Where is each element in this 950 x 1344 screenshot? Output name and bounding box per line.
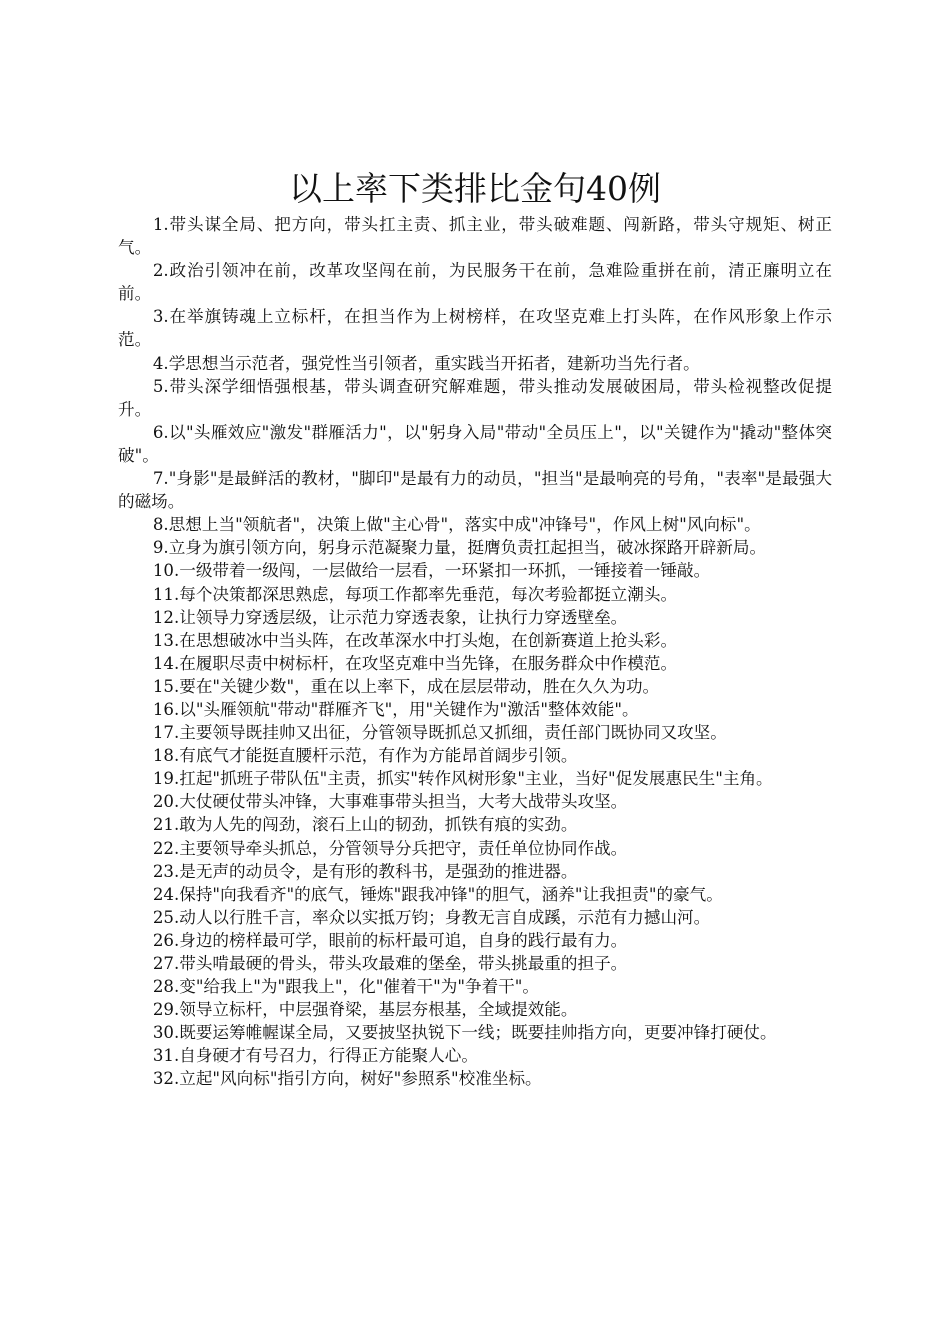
list-item: 29.领导立标杆，中层强脊梁，基层夯根基，全域提效能。 bbox=[152, 1000, 578, 1020]
list-item: 5.带头深学细悟强根基，带头调查研究解难题，带头推动发展破困局，带头检视整改促提升。 bbox=[118, 376, 832, 419]
list-item: 26.身边的榜样最可学，眼前的标杆最可追，自身的践行最有力。 bbox=[152, 930, 628, 950]
list-item: 23.是无声的动员令，是有形的教科书，是强劲的推进器。 bbox=[152, 861, 578, 881]
list-item: 3.在举旗铸魂上立标杆，在担当作为上树榜样，在攻坚克难上打头阵，在作风形象上作示范。 bbox=[118, 307, 832, 350]
list-item: 24.保持"向我看齐"的底气，锤炼"跟我冲锋"的胆气，涵养"让我担责"的豪气。 bbox=[152, 884, 723, 904]
list-item: 27.带头啃最硬的骨头，带头攻最难的堡垒，带头挑最重的担子。 bbox=[152, 954, 628, 973]
list-item: 15.要在"关键少数"，重在以上率下，成在层层带动，胜在久久为功。 bbox=[152, 676, 660, 696]
list-item: 30.既要运筹帷幄谋全局，又要披坚执锐下一线；既要挂帅指方向，更要冲锋打硬仗。 bbox=[152, 1023, 777, 1043]
list-item: 20.大仗硬仗带头冲锋，大事难事带头担当，大考大战带头攻坚。 bbox=[152, 792, 628, 812]
list-item: 32.立起"风向标"指引方向，树好"参照系"校准坐标。 bbox=[152, 1069, 542, 1089]
list-item: 6.以"头雁效应"激发"群雁活力"，以"躬身入局"带动"全员压上"，以"关键作为"撬动"整体突破"。 bbox=[118, 422, 832, 465]
list-item: 7."身影"是最鲜活的教材，"脚印"是最有力的动员，"担当"是最响亮的号角，"表率"是最强大的磁场。 bbox=[118, 469, 832, 512]
list-item: 17.主要领导既挂帅又出征，分管领导既抓总又抓细，责任部门既协同又攻坚。 bbox=[152, 723, 727, 743]
list-item: 12.让领导力穿透层级，让示范力穿透表象，让执行力穿透壁垒。 bbox=[152, 607, 628, 627]
list-item: 1.带头谋全局、把方向，带头扛主责、抓主业，带头破难题、闯新路，带头守规矩、树正气。 bbox=[118, 215, 832, 258]
list-item: 14.在履职尽责中树标杆，在攻坚克难中当先锋，在服务群众中作模范。 bbox=[152, 653, 678, 673]
list-item: 9.立身为旗引领方向，躬身示范凝聚力量，挺膺负责扛起担当，破冰探路开辟新局。 bbox=[152, 538, 767, 558]
list-item: 22.主要领导牵头抓总，分管领导分兵把守，责任单位协同作战。 bbox=[152, 838, 628, 858]
list-item: 21.敢为人先的闯劲，滚石上山的韧劲，抓铁有痕的实劲。 bbox=[152, 815, 578, 835]
list-item: 25.动人以行胜千言，率众以实抵万钧；身教无言自成蹊，示范有力撼山河。 bbox=[152, 907, 711, 927]
list-item: 18.有底气才能挺直腰杆示范，有作为方能昂首阔步引领。 bbox=[152, 746, 578, 766]
list-item: 16.以"头雁领航"带动"群雁齐飞"，用"关键作为"激活"整体效能"。 bbox=[152, 699, 639, 719]
list-item: 10.一级带着一级闯，一层做给一层看，一环紧扣一环抓，一锤接着一锤敲。 bbox=[152, 561, 711, 581]
list-item: 13.在思想破冰中当头阵，在改革深水中打头炮，在创新赛道上抢头彩。 bbox=[152, 630, 678, 650]
list-item: 19.扛起"抓班子带队伍"主责，抓实"转作风树形象"主业，当好"促发展惠民生"主角。 bbox=[152, 769, 773, 789]
list-item: 31.自身硬才有号召力，行得正方能聚人心。 bbox=[152, 1046, 478, 1066]
sentence-list bbox=[118, 213, 832, 1091]
list-item: 4.学思想当示范者，强党性当引领者，重实践当开拓者，建新功当先行者。 bbox=[152, 353, 700, 373]
list-item: 8.思想上当"领航者"，决策上做"主心骨"，落实中成"冲锋号"，作风上树"风向标"。 bbox=[152, 515, 761, 535]
list-item: 11.每个决策都深思熟虑，每项工作都率先垂范，每次考验都挺立潮头。 bbox=[152, 584, 678, 604]
list-item: 28.变"给我上"为"跟我上"，化"催着干"为"争着干"。 bbox=[152, 977, 539, 997]
list-item: 2.政治引领冲在前，改革攻坚闯在前，为民服务干在前，急难险重拼在前，清正廉明立在前。 bbox=[118, 261, 832, 304]
document-title: 以上率下类排比金句40例 bbox=[289, 169, 661, 208]
